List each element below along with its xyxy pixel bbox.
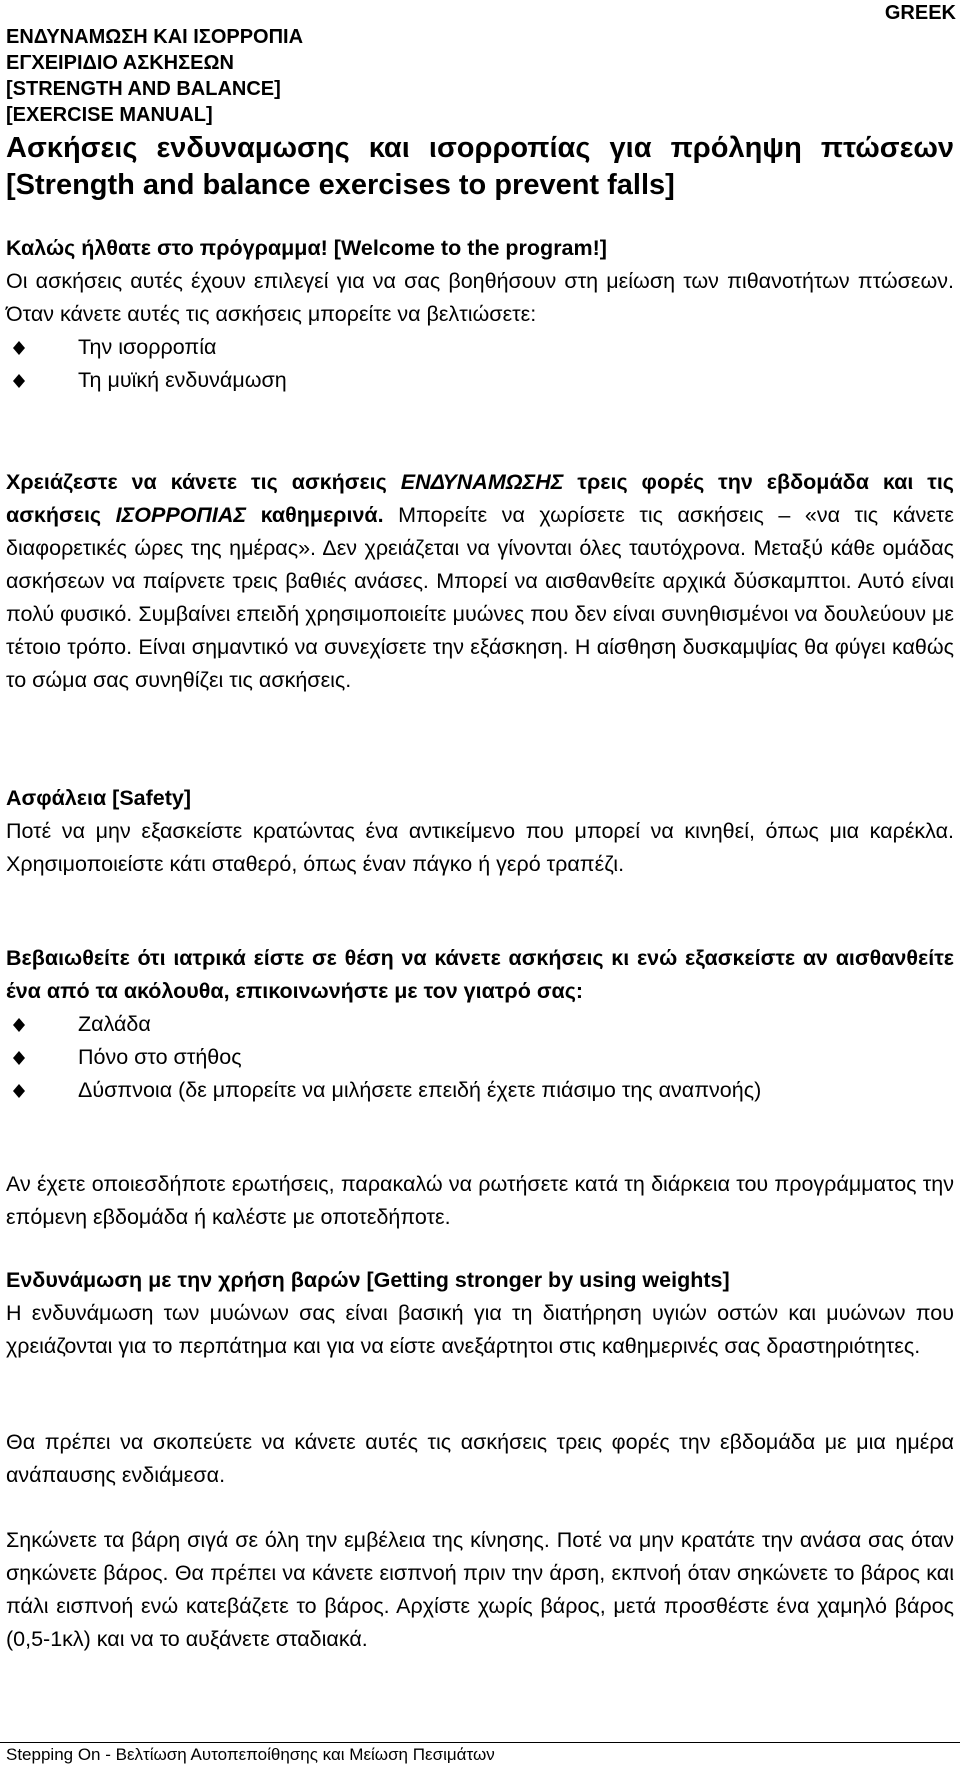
welcome-text: Οι ασκήσεις αυτές έχουν επιλεγεί για να σας βοηθήσουν στη μείωση των πιθανοτήτων πτώσεων. Όταν κάνετε αυτές τις ασκήσεις μπορείτε να βελτιώσετε: [6, 269, 954, 326]
frequency-bold-c: τρεις φορές την εβδομάδα και τις ασκήσεις [6, 470, 954, 527]
benefits-list [6, 331, 954, 397]
frequency-rest: Μπορείτε να χωρίσετε τις ασκήσεις – «να τις κάνετε διαφορετικές ώρες της ημέρας». Δεν χρειάζεται να γίνονται όλες ταυτόχρονα. Μεταξύ κάθε ομάδας ασκήσεων να παίρνετε τρεις βαθιές ανάσες. Μπορεί να αισθανθείτε αρχικά δύσκαμπτοι. Αυτό είναι πολύ φυσικό. Συμβαίνει επειδή χρησιμοποιείτε μυώνες που δεν είναι συνηθισμένοι να δουλεύουν με τέτοιο τρόπο. Είναι σημαντικό να συνεχίσετε την εξάσκηση. Η αίσθηση δυσκαμψίας θα φύγει καθώς το σώμα σας συνηθίζει τις ασκήσεις. [6, 503, 955, 692]
strength-keyword: ΕΝΔΥΝΑΜΩΣΗΣ [400, 470, 564, 494]
diamond-bullet-icon [12, 1084, 26, 1098]
safety-text: Ποτέ να μην εξασκείστε κρατώντας ένα αντικείμενο που μπορεί να κινηθεί, όπως μια καρέκλα. Χρησιμοποιείστε κάτι σταθερό, όπως έναν πάγκο ή γερό τραπέζι. [6, 819, 954, 876]
balance-keyword: ΙΣΟΡΡΟΠΙΑΣ [115, 503, 247, 527]
frequency-bold-e: καθημερινά. [246, 503, 384, 527]
welcome-heading: Καλώς ήλθατε στο πρόγραμμα! [Welcome to the program!] [6, 236, 607, 260]
list-item: Δύσπνοια (δε μπορείτε να μιλήσετε επειδή έχετε πιάσιμο της αναπνοής) [6, 1074, 954, 1107]
safety-heading: Ασφάλεια [Safety] [6, 786, 192, 810]
frequency-bold-a: Χρειάζεστε να κάνετε τις ασκήσεις [6, 470, 401, 494]
header-line-2: ΕΓΧΕΙΡΙΔΙΟ ΑΣΚΗΣΕΩΝ [6, 52, 234, 74]
diamond-bullet-icon [12, 341, 26, 355]
manual-header [6, 24, 303, 128]
weights-heading: Ενδυνάμωση με την χρήση βαρών [Getting stronger by using weights] [6, 1268, 730, 1292]
header-line-4: [EXERCISE MANUAL] [6, 104, 213, 126]
symptoms-list [6, 1008, 954, 1107]
language-tag: GREEK [884, 2, 956, 24]
diamond-bullet-icon [12, 1018, 26, 1032]
weights-section [6, 1264, 954, 1363]
list-item: Πόνο στο στήθος [6, 1041, 954, 1074]
medical-section [6, 942, 954, 1107]
safety-section [6, 782, 954, 881]
welcome-section [6, 232, 954, 397]
weights-paragraph-3: Σηκώνετε τα βάρη σιγά σε όλη την εμβέλεια της κίνησης. Ποτέ να μην κρατάτε την ανάσα σας όταν σηκώνετε βάρος. Θα πρέπει να κάνετε εισπνοή πριν την άρση, εκπνοή όταν σηκώνετε το βάρος και πάλι εισπνοή ενώ κατεβάζετε το βάρος. Αρχίστε χωρίς βάρος, μετά προσθέστε ένα χαμηλό βάρος (0,5-1κλ) και να το αυξάνετε σταδιακά. [6, 1528, 954, 1651]
weights-paragraph-1: Η ενδυνάμωση των μυώνων σας είναι βασική για τη διατήρηση υγιών οστών και μυώνων που χρειάζονται για το περπάτημα και για να είστε ανεξάρτητοι στις καθημερινές σας δραστηριότητες. [6, 1301, 954, 1358]
list-item: Τη μυϊκή ενδυνάμωση [6, 364, 954, 397]
frequency-paragraph [6, 466, 954, 697]
weights-paragraph-2: Θα πρέπει να σκοπεύετε να κάνετε αυτές τις ασκήσεις τρεις φορές την εβδομάδα με μια ημέρα ανάπαυσης ενδιάμεσα. [6, 1430, 954, 1487]
diamond-bullet-icon [12, 374, 26, 388]
medical-heading: Βεβαιωθείτε ότι ιατρικά είστε σε θέση να κάνετε ασκήσεις κι ενώ εξασκείστε αν αισθανθείτε ένα από τα ακόλουθα, επικοινωνήστε με τον γιατρό σας: [6, 946, 954, 1003]
footer-text: Stepping On - Βελτίωση Αυτοπεποίθησης και Μείωση Πεσιμάτων [6, 1745, 495, 1764]
list-item: Ζαλάδα [6, 1008, 954, 1041]
header-line-3: [STRENGTH AND BALANCE] [6, 78, 281, 100]
list-item: Την ισορροπία [6, 331, 954, 364]
document-title: Ασκήσεις ενδυναμωσης και ισορροπίας για πρόληψη πτώσεων [Strength and balance exercises to prevent falls] [6, 132, 954, 201]
header-line-1: ΕΝΔΥΝΑΜΩΣΗ ΚΑΙ ΙΣΟΡΡΟΠΙΑ [6, 26, 304, 48]
footer-divider [0, 1742, 960, 1743]
diamond-bullet-icon [12, 1051, 26, 1065]
questions-paragraph: Αν έχετε οποιεσδήποτε ερωτήσεις, παρακαλώ να ρωτήσετε κατά τη διάρκεια του προγράμματος την επόμενη εβδομάδα ή καλέστε με οποτεδήποτε. [6, 1172, 954, 1229]
